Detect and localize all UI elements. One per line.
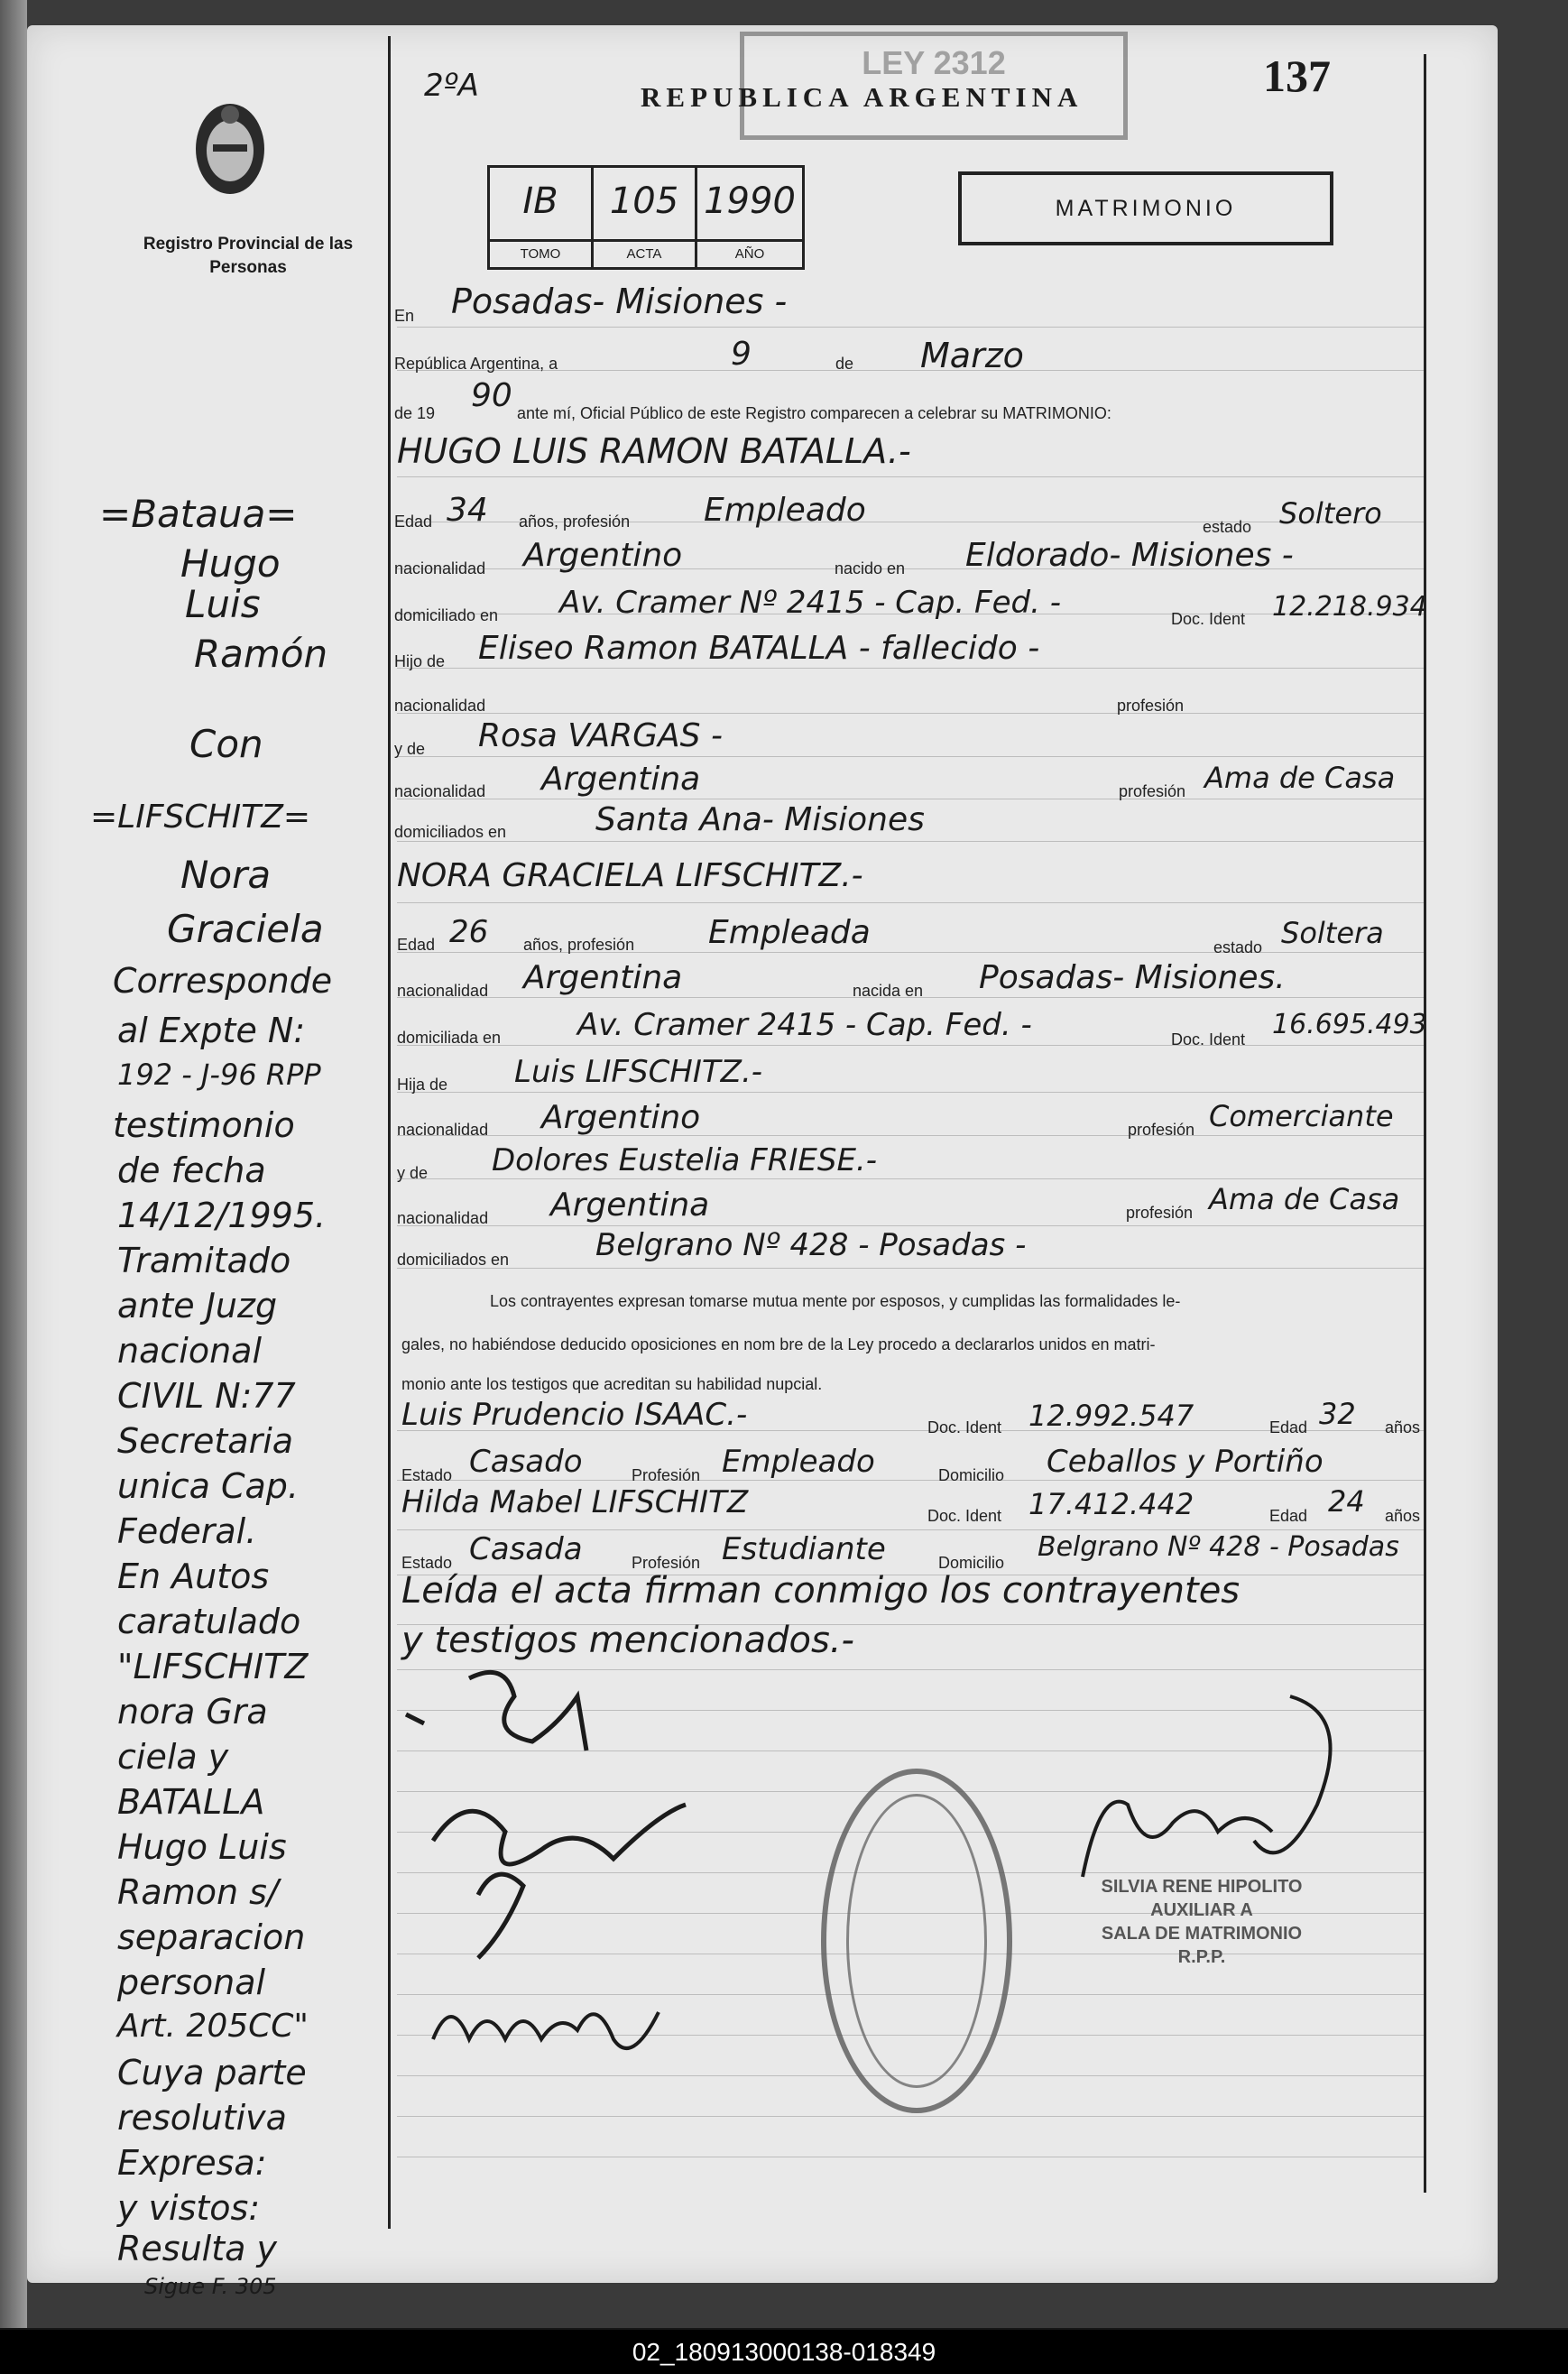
- c2-domicilio: Av. Cramer 2415 - Cap. Fed. -: [577, 1007, 1032, 1043]
- margin-line: [388, 36, 391, 2229]
- t1-profesion: Empleado: [722, 1444, 875, 1480]
- c2-profesion: Empleada: [708, 914, 871, 951]
- c2-anos-label: años, profesión: [523, 936, 635, 954]
- official-name: SILVIA RENE HIPOLITO: [1101, 1877, 1303, 1897]
- c2-estado: Soltera: [1281, 916, 1384, 950]
- t2-estado: Casada: [469, 1531, 583, 1567]
- margin-line-25: nora Gra: [117, 1692, 268, 1732]
- ano2-value: 90: [471, 377, 512, 414]
- acta-value: 105: [609, 180, 679, 222]
- official-org: R.P.P.: [1177, 1947, 1226, 1967]
- c2-dom-label: domiciliada en: [397, 1029, 502, 1047]
- c1-dom-padres: Santa Ana- Misiones: [595, 801, 925, 838]
- margin-line-16: ante Juzg: [117, 1286, 278, 1326]
- ano-label: AÑO: [697, 239, 802, 267]
- c1-prof-padre-label: profesión: [1117, 697, 1185, 715]
- t2-prof-label: Profesión: [632, 1554, 701, 1572]
- margin-line-27: BATALLA: [117, 1782, 265, 1822]
- c1-nac-label: nacionalidad: [394, 559, 486, 577]
- page-title: REPUBLICA ARGENTINA: [641, 81, 1084, 113]
- c1-padre: Eliseo Ramon BATALLA - fallecido -: [478, 630, 1040, 667]
- coat-of-arms-icon: [189, 95, 271, 203]
- c2-nacida-en: Posadas- Misiones.: [979, 959, 1286, 996]
- contrayente2-nombre: NORA GRACIELA LIFSCHITZ.-: [397, 857, 863, 894]
- de-label: de: [835, 355, 854, 373]
- margin-line-26: ciela y: [117, 1737, 229, 1777]
- intro-text: ante mí, Oficial Público de este Registro comparecen a celebrar su MATRIMONIO:: [517, 404, 1111, 422]
- right-border-line: [1424, 54, 1426, 2193]
- margin-line-8: Graciela: [167, 907, 324, 951]
- republica-label: República Argentina, a: [394, 355, 558, 373]
- margin-line-13: de fecha: [117, 1150, 266, 1190]
- c1-nac-padre-label: nacionalidad: [394, 697, 486, 715]
- c1-nac-madre: Argentina: [541, 761, 701, 798]
- margin-line-2: Hugo: [180, 541, 281, 586]
- ano-cell: [697, 168, 802, 267]
- c2-prof-padre: Comerciante: [1209, 1099, 1394, 1133]
- margin-line-23: caratulado: [117, 1602, 301, 1641]
- margin-line-19: Secretaria: [117, 1421, 294, 1461]
- signature-bride: [424, 1976, 677, 2075]
- dia-value: 9: [731, 336, 752, 373]
- margin-line-14: 14/12/1995.: [117, 1196, 327, 1235]
- c2-madre: Dolores Eustelia FRIESE.-: [492, 1142, 878, 1178]
- c1-estado-label: estado: [1203, 518, 1252, 536]
- c1-nac-madre-label: nacionalidad: [394, 782, 486, 800]
- contrayente1-nombre: HUGO LUIS RAMON BATALLA.-: [397, 431, 911, 471]
- c1-madre: Rosa VARGAS -: [478, 717, 723, 754]
- c1-doc-label: Doc. Ident: [1171, 610, 1246, 628]
- margin-line-33: Cuya parte: [117, 2053, 307, 2092]
- declaration-line-2: gales, no habiéndose deducido oposiciones en nom bre de la Ley procedo a declararlos unidos en matri-: [401, 1335, 1156, 1353]
- c2-nac-padre-label: nacionalidad: [397, 1121, 489, 1139]
- official-name-stamp: [1066, 1875, 1337, 1969]
- c2-nac-madre: Argentina: [550, 1187, 710, 1224]
- c2-padre: Luis LIFSCHITZ.-: [514, 1054, 763, 1090]
- t1-nombre: Luis Prudencio ISAAC.-: [401, 1397, 748, 1433]
- c1-domp-label: domiciliados en: [394, 823, 507, 841]
- t1-doc-label: Doc. Ident: [927, 1418, 1002, 1436]
- c1-nacido-label: nacido en: [835, 559, 906, 577]
- margin-line-1: =Bataua=: [99, 492, 298, 536]
- official-round-stamp: [821, 1769, 1012, 2113]
- t2-edad-label: Edad: [1269, 1507, 1308, 1525]
- c2-estado-label: estado: [1213, 938, 1263, 956]
- margin-line-37: Resulta y: [117, 2229, 277, 2268]
- t2-domicilio: Belgrano Nº 428 - Posadas: [1038, 1531, 1399, 1563]
- record-number-box: [487, 165, 805, 270]
- c1-doc: 12.218.934: [1272, 591, 1427, 623]
- official-title: AUXILIAR A: [1150, 1900, 1253, 1920]
- t2-doc: 17.412.442: [1028, 1487, 1194, 1521]
- margin-line-32: Art. 205CC": [117, 2008, 309, 2045]
- c1-domicilio: Av. Cramer Nº 2415 - Cap. Fed. -: [559, 585, 1061, 621]
- c2-nacida-label: nacida en: [853, 982, 924, 1000]
- c2-edad-label: Edad: [397, 936, 436, 954]
- tomo-value: IB: [522, 180, 558, 222]
- folio-number: 137: [1263, 51, 1331, 101]
- en-label: En: [394, 307, 415, 325]
- c2-doc-label: Doc. Ident: [1171, 1030, 1246, 1048]
- margin-line-34: resolutiva: [117, 2098, 287, 2138]
- c1-prof-madre-label: profesión: [1119, 782, 1186, 800]
- margin-line-9: Corresponde: [113, 961, 333, 1001]
- c1-edad: 34: [447, 492, 488, 529]
- c2-nac-label: nacionalidad: [397, 982, 489, 1000]
- margin-line-24: "LIFSCHITZ: [117, 1647, 309, 1686]
- declaration-line-3: monio ante los testigos que acreditan su habilidad nupcial.: [401, 1375, 823, 1393]
- c2-prof-padre-label: profesión: [1128, 1121, 1195, 1139]
- c2-prof-madre-label: profesión: [1126, 1204, 1194, 1222]
- c2-prof-madre: Ama de Casa: [1209, 1182, 1400, 1216]
- t1-edad-label: Edad: [1269, 1418, 1308, 1436]
- c1-edad-label: Edad: [394, 513, 433, 531]
- t2-doc-label: Doc. Ident: [927, 1507, 1002, 1525]
- registry-name: Registro Provincial de las Personas: [143, 235, 354, 277]
- official-office: SALA DE MATRIMONIO: [1101, 1924, 1303, 1944]
- de19-label: de 19: [394, 404, 436, 422]
- t1-anos-label: años: [1385, 1418, 1421, 1436]
- c1-nacionalidad: Argentino: [523, 537, 683, 574]
- margin-line-21: Federal.: [117, 1511, 257, 1551]
- declaration-line-1: Los contrayentes expresan tomarse mutua mente por esposos, y cumplidas las formalidades le-: [490, 1292, 1181, 1310]
- c2-hija-label: Hija de: [397, 1076, 448, 1094]
- margin-line-11: 192 - J-96 RPP: [117, 1058, 321, 1092]
- margin-line-38: Sigue F. 305: [144, 2274, 277, 2299]
- c1-profesion: Empleado: [704, 492, 866, 529]
- margin-line-5: Con: [189, 722, 263, 766]
- t1-domicilio: Ceballos y Portiño: [1047, 1444, 1324, 1480]
- tomo-cell: [490, 168, 594, 267]
- mes-value: Marzo: [920, 336, 1024, 375]
- margin-line-28: Hugo Luis: [117, 1827, 287, 1867]
- t2-profesion: Estudiante: [722, 1531, 886, 1567]
- t2-estado-label: Estado: [401, 1554, 453, 1572]
- t2-dom-label: Domicilio: [938, 1554, 1005, 1572]
- margin-line-18: CIVIL N:77: [117, 1376, 296, 1416]
- closing-line-1: Leída el acta firman conmigo los contrayentes: [401, 1570, 1241, 1612]
- margin-line-31: personal: [117, 1963, 266, 2002]
- t1-edad: 32: [1319, 1397, 1356, 1431]
- c2-nac-padre: Argentino: [541, 1099, 701, 1136]
- margin-line-15: Tramitado: [117, 1241, 291, 1280]
- corner-note: 2ºA: [424, 68, 479, 104]
- margin-line-12: testimonio: [113, 1105, 295, 1145]
- margin-line-7: Nora: [180, 853, 272, 897]
- t1-dom-label: Domicilio: [938, 1466, 1005, 1484]
- t2-edad: 24: [1328, 1484, 1365, 1519]
- margin-line-17: nacional: [117, 1331, 262, 1371]
- t1-estado: Casado: [469, 1444, 583, 1480]
- acta-label: ACTA: [594, 239, 695, 267]
- acta-cell: [594, 168, 697, 267]
- t1-estado-label: Estado: [401, 1466, 453, 1484]
- file-caption: 02_180913000138-018349: [0, 2330, 1568, 2374]
- margin-line-20: unica Cap.: [117, 1466, 300, 1506]
- c2-yde-label: y de: [397, 1164, 429, 1182]
- c1-dom-label: domiciliado en: [394, 606, 499, 624]
- margin-line-35: Expresa:: [117, 2143, 267, 2183]
- margin-line-30: separacion: [117, 1917, 306, 1957]
- margin-line-29: Ramon s/: [117, 1872, 279, 1912]
- t2-nombre: Hilda Mabel LIFSCHITZ: [401, 1484, 749, 1520]
- c1-prof-madre: Ama de Casa: [1204, 761, 1396, 795]
- c1-hijo-label: Hijo de: [394, 652, 446, 670]
- margin-line-10: al Expte N:: [117, 1011, 306, 1050]
- t1-prof-label: Profesión: [632, 1466, 701, 1484]
- margin-line-6: =LIFSCHITZ=: [90, 799, 311, 836]
- c2-domp-label: domiciliados en: [397, 1251, 510, 1269]
- c1-estado: Soltero: [1279, 496, 1382, 531]
- ano-value: 1990: [704, 180, 796, 222]
- tomo-label: TOMO: [490, 239, 591, 267]
- lugar-value: Posadas- Misiones -: [451, 282, 788, 321]
- c2-nacionalidad: Argentina: [523, 959, 683, 996]
- margin-line-22: En Autos: [117, 1556, 270, 1596]
- c1-anos-label: años, profesión: [519, 513, 631, 531]
- margin-line-4: Ramón: [194, 632, 328, 676]
- record-type-box: MATRIMONIO: [958, 171, 1333, 245]
- margin-line-3: Luis: [185, 582, 261, 626]
- ley-stamp: LEY 2312: [740, 32, 1128, 140]
- closing-line-2: y testigos mencionados.-: [401, 1620, 854, 1661]
- margin-line-36: y vistos:: [117, 2188, 261, 2228]
- c2-doc: 16.695.493: [1272, 1009, 1427, 1040]
- t1-doc: 12.992.547: [1028, 1399, 1194, 1433]
- c2-dom-padres: Belgrano Nº 428 - Posadas -: [595, 1227, 1027, 1263]
- c1-yde-label: y de: [394, 740, 426, 758]
- t2-anos-label: años: [1385, 1507, 1421, 1525]
- book-edge: [0, 0, 27, 2328]
- c2-nac-madre-label: nacionalidad: [397, 1209, 489, 1227]
- c2-edad: 26: [449, 914, 489, 950]
- c1-nacido-en: Eldorado- Misiones -: [965, 537, 1294, 574]
